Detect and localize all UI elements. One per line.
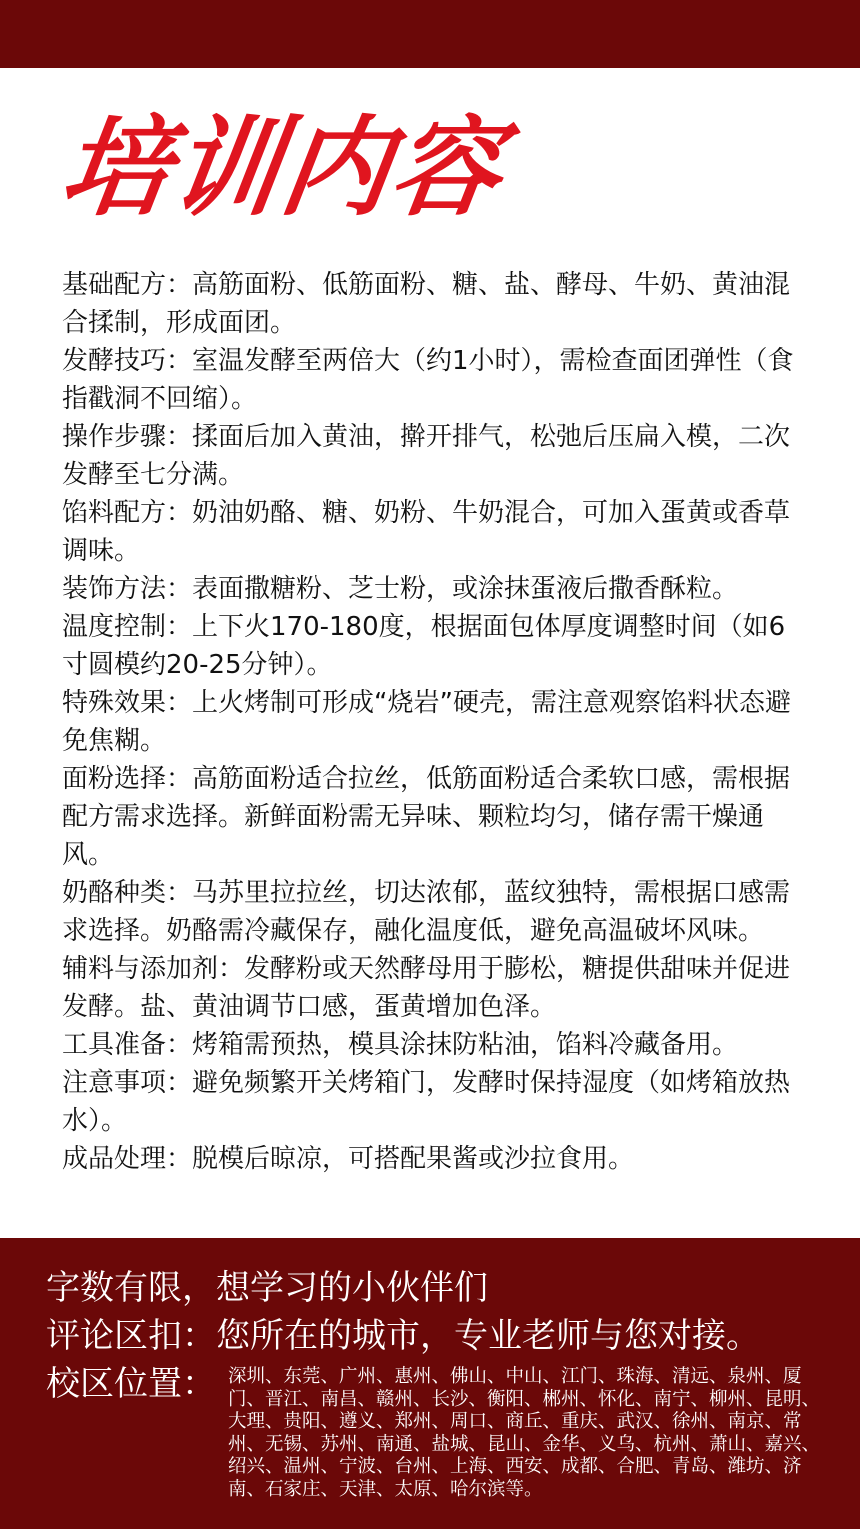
page-title: 培训内容 xyxy=(53,106,511,231)
list-item: 特殊效果：上火烤制可形成“烧岩”硬壳，需注意观察馅料状态避免焦糊。 xyxy=(62,688,791,756)
list-item: 成品处理：脱模后晾凉，可搭配果酱或沙拉食用。 xyxy=(62,1144,635,1174)
list-item: 发酵技巧：室温发酵至两倍大（约1小时），需检查面团弹性（食指戳洞不回缩）。 xyxy=(62,346,794,414)
list-item: 馅料配方：奶油奶酪、糖、奶粉、牛奶混合，可加入蛋黄或香草调味。 xyxy=(62,498,791,566)
list-item: 温度控制：上下火170-180度，根据面包体厚度调整时间（如6寸圆模约20-25分钟）。 xyxy=(62,612,786,680)
footer-banner xyxy=(0,1238,860,1529)
training-content-list xyxy=(62,266,802,1178)
campus-location-label: 校区位置： xyxy=(46,1364,216,1404)
list-item: 辅料与添加剂：发酵粉或天然酵母用于膨松，糖提供甜味并促进发酵。盐、黄油调节口感，蛋黄增加色泽。 xyxy=(62,954,791,1022)
campus-city-list: 深圳、东莞、广州、惠州、佛山、中山、江门、珠海、清远、泉州、厦门、晋江、南昌、赣州、长沙、衡阳、郴州、怀化、南宁、柳州、昆明、大理、贵阳、遵义、郑州、周口、商丘、重庆、武汉、徐州、南京、常州、无锡、苏州、南通、盐城、昆山、金华、义乌、杭州、萧山、嘉兴、绍兴、温州、宁波、台州、上海、西安、成都、合肥、青岛、潍坊、济南、石家庄、天津、太原、哈尔滨等。 xyxy=(228,1366,821,1500)
list-item: 装饰方法：表面撒糖粉、芝士粉，或涂抹蛋液后撒香酥粒。 xyxy=(62,574,739,604)
footer-comment-text: 评论区扣：您所在的城市，专业老师与您对接。 xyxy=(46,1316,760,1356)
list-item: 基础配方：高筋面粉、低筋面粉、糖、盐、酵母、牛奶、黄油混合揉制，形成面团。 xyxy=(62,270,791,338)
list-item: 工具准备：烤箱需预热，模具涂抹防粘油，馅料冷藏备用。 xyxy=(62,1030,739,1060)
footer-invite-text: 字数有限，想学习的小伙伴们 xyxy=(46,1268,488,1308)
list-item: 操作步骤：揉面后加入黄油，擀开排气，松弛后压扁入模，二次发酵至七分满。 xyxy=(62,422,791,490)
list-item: 面粉选择：高筋面粉适合拉丝，低筋面粉适合柔软口感，需根据配方需求选择。新鲜面粉需无异味、颗粒均匀，储存需干燥通风。 xyxy=(62,764,791,870)
list-item: 奶酪种类：马苏里拉拉丝，切达浓郁，蓝纹独特，需根据口感需求选择。奶酪需冷藏保存，融化温度低，避免高温破坏风味。 xyxy=(62,878,791,946)
top-banner-bar xyxy=(0,0,860,68)
list-item: 注意事项：避免频繁开关烤箱门，发酵时保持湿度（如烤箱放热水）。 xyxy=(62,1068,791,1136)
